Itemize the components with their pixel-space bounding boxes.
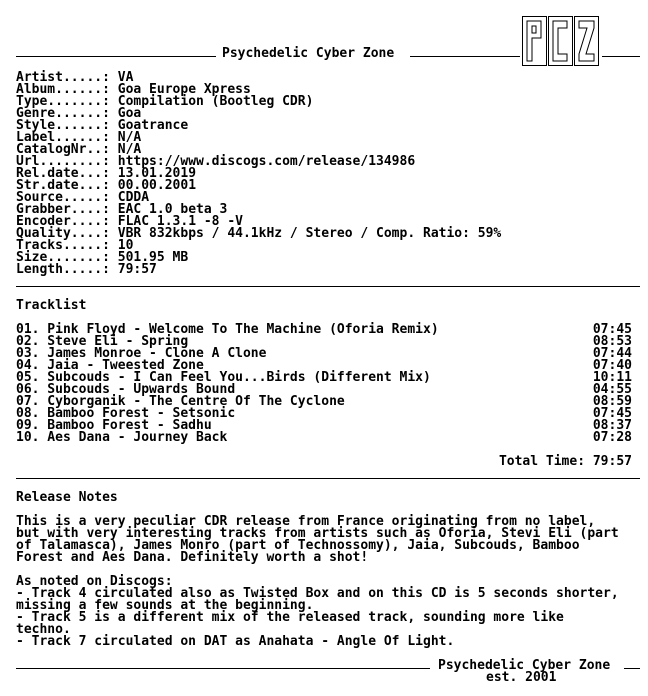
info-value: Goa — [117, 106, 142, 121]
info-key: Grabber....: — [16, 202, 110, 217]
info-value: 10 — [117, 238, 134, 253]
info-value: N/A — [117, 130, 142, 145]
info-key: Quality....: — [16, 226, 110, 241]
track-duration: 07:40 — [592, 358, 632, 373]
info-key: Genre......: — [16, 106, 110, 121]
info-value: CDDA — [117, 190, 150, 205]
note-line: missing a few sounds at the beginning. — [16, 598, 314, 613]
notes-heading: Release Notes — [16, 490, 118, 505]
header-rule-mid — [410, 56, 520, 57]
info-value: VBR 832kbps / 44.1kHz / Stereo / Comp. Ratio: 59% — [117, 226, 502, 241]
info-value: VA — [117, 70, 134, 85]
info-value: FLAC 1.3.1 -8 -V — [117, 214, 243, 229]
total-time: Total Time: 79:57 — [498, 454, 632, 469]
info-value: 13.01.2019 — [117, 166, 197, 181]
track-duration: 08:59 — [592, 394, 632, 409]
info-key: Style......: — [16, 118, 110, 133]
note-line: techno. — [16, 622, 71, 637]
track-duration: 07:28 — [592, 430, 632, 445]
note-line: - Track 4 circulated also as Twisted Box and on this CD is 5 seconds shorter, — [16, 586, 619, 601]
info-value: 501.95 MB — [117, 250, 189, 265]
track-duration: 08:37 — [592, 418, 632, 433]
track-duration: 07:45 — [592, 322, 632, 337]
divider-tracklist — [16, 478, 640, 479]
info-value: 79:57 — [117, 262, 157, 277]
footer-rule-left — [16, 668, 430, 669]
track-title: 10. Aes Dana - Journey Back — [16, 430, 228, 445]
tracklist-heading: Tracklist — [16, 298, 87, 313]
header-rule-left — [16, 56, 216, 57]
footer-title: Psychedelic Cyber Zone — [438, 658, 611, 673]
info-value: Compilation (Bootleg CDR) — [117, 94, 314, 109]
note-line: but with very interesting tracks from artists such as Oforia, Stevi Eli (part — [16, 526, 619, 541]
track-title: 06. Subcouds - Upwards Bound — [16, 382, 236, 397]
info-key: Rel.date...: — [16, 166, 110, 181]
track-duration: 07:44 — [592, 346, 632, 361]
info-value: https://www.discogs.com/release/134986 — [117, 154, 416, 169]
info-key: Tracks.....: — [16, 238, 110, 253]
info-key: Encoder....: — [16, 214, 110, 229]
info-key: CatalogNr..: — [16, 142, 110, 157]
info-key: Source.....: — [16, 190, 110, 205]
info-value: EAC 1.0 beta 3 — [117, 202, 228, 217]
note-line: Forest and Aes Dana. Definitely worth a shot! — [16, 550, 369, 565]
footer-rule-right — [624, 668, 640, 669]
track-title: 05. Subcouds - I Can Feel You...Birds (Different Mix) — [16, 370, 431, 385]
track-title: 04. Jaia - Tweested Zone — [16, 358, 204, 373]
info-value: 00.00.2001 — [117, 178, 197, 193]
track-row — [16, 432, 632, 444]
header-title: Psychedelic Cyber Zone — [222, 46, 395, 61]
track-title: 01. Pink Floyd - Welcome To The Machine (Oforia Remix) — [16, 322, 439, 337]
note-line: - Track 7 circulated on DAT as Anahata - Angle Of Light. — [16, 634, 455, 649]
track-title: 09. Bamboo Forest - Sadhu — [16, 418, 212, 433]
track-duration: 04:55 — [592, 382, 632, 397]
info-row — [16, 264, 157, 276]
note-line: - Track 5 is a different mix of the released track, sounding more like — [16, 610, 564, 625]
divider-info — [16, 286, 640, 287]
info-key: Size.......: — [16, 250, 110, 265]
info-key: Length.....: — [16, 262, 110, 277]
info-key: Label......: — [16, 130, 110, 145]
note-line: This is a very peculiar CDR release from France originating from no label, — [16, 514, 596, 529]
track-title: 08. Bamboo Forest - Setsonic — [16, 406, 236, 421]
info-key: Str.date...: — [16, 178, 110, 193]
track-duration: 10:11 — [592, 370, 632, 385]
info-key: Type.......: — [16, 94, 110, 109]
footer-est: est. 2001 — [486, 670, 557, 685]
note-line: of Talamasca), James Monro (part of Technossomy), Jaia, Subcouds, Bamboo — [16, 538, 580, 553]
info-key: Url........: — [16, 154, 110, 169]
note-line: As noted on Discogs: — [16, 574, 173, 589]
track-duration: 08:53 — [592, 334, 632, 349]
info-value: Goatrance — [117, 118, 189, 133]
info-key: Artist.....: — [16, 70, 110, 85]
track-title: 02. Steve Eli - Spring — [16, 334, 189, 349]
track-duration: 07:45 — [592, 406, 632, 421]
info-key: Album......: — [16, 82, 110, 97]
pcz-logo-icon — [522, 16, 600, 66]
track-title: 03. James Monroe - Clone A Clone — [16, 346, 267, 361]
info-value: Goa Europe Xpress — [117, 82, 251, 97]
info-value: N/A — [117, 142, 142, 157]
header-rule-right — [602, 56, 640, 57]
track-title: 07. Cyborganik - The Centre Of The Cyclone — [16, 394, 345, 409]
